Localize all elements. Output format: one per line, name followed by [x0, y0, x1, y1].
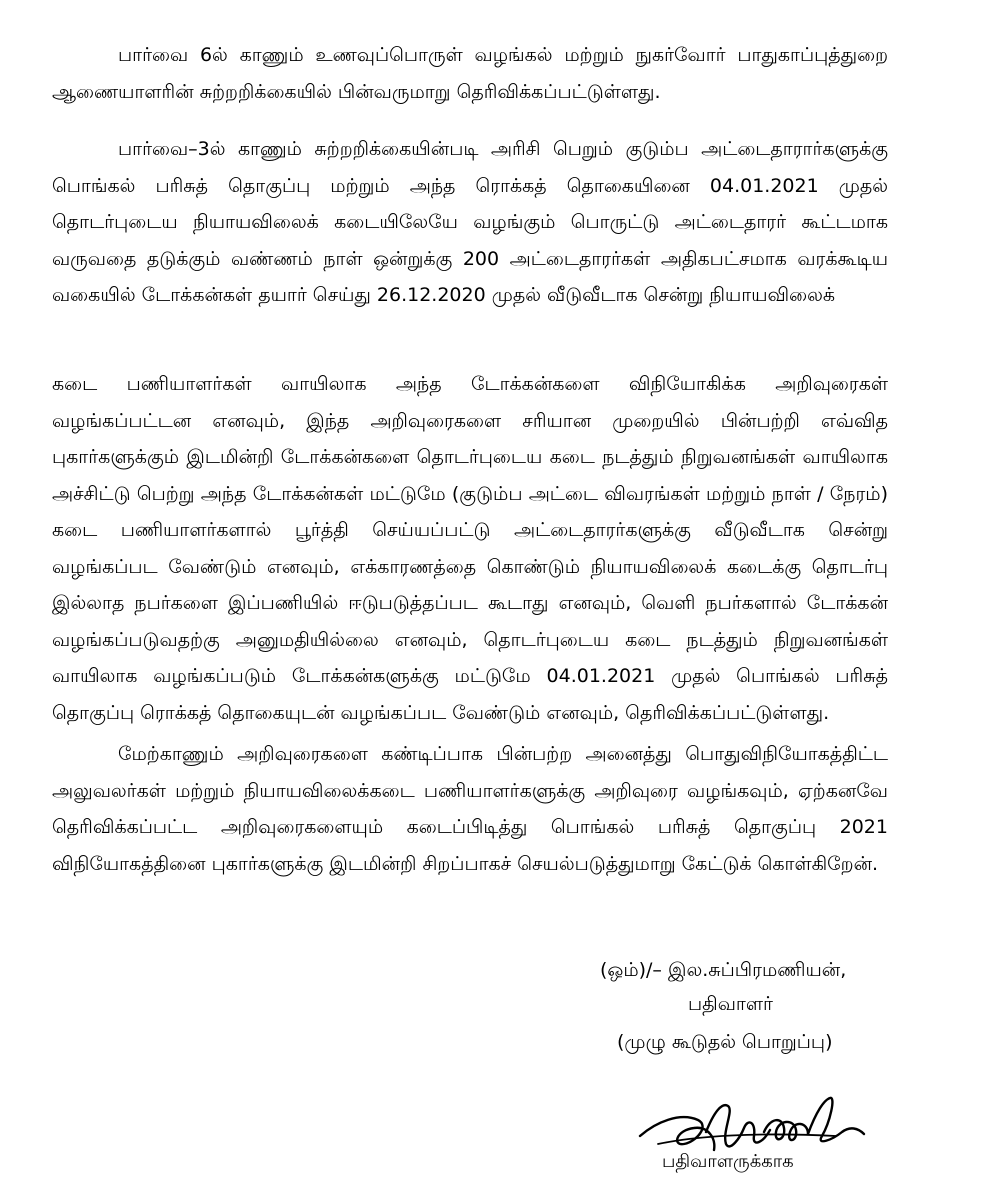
- paragraph-continuation: கடை பணியாளர்கள் வாயிலாக அந்த டோக்கன்களை விநியோகிக்க அறிவுரைகள் வழங்கப்பட்டன எனவும், இந்த அறிவுரைகளை சரியான முறையில் பின்பற்றி எவ்வித புகார்களுக்கும் இடமின்றி டோக்கன்களை தொடர்புடைய கடை நடத்தும் நிறுவனங்கள் வாயிலாக அச்சிட்டு பெற்று அந்த டோக்கன்கள் மட்டுமே (குடும்ப அட்டை விவரங்கள் மற்றும் நாள் / நேரம்) கடை பணியாளர்களால் பூர்த்தி செய்யப்பட்டு அட்டைதாரர்களுக்கு வீடுவீடாக சென்று வழங்கப்பட வேண்டும் எனவும், எக்காரணத்தை கொண்டும் நியாயவிலைக் கடைக்கு தொடர்பு இல்லாத நபர்களை இப்பணியில் ஈடுபடுத்தப்பட கூடாது எனவும், வெளி நபர்களால் டோக்கன் வழங்கப்படுவதற்கு அனுமதியில்லை எனவும், தொடர்புடைய கடை நடத்தும் நிறுவனங்கள் வாயிலாக வழங்கப்படும் டோக்கன்களுக்கு மட்டுமே 04.01.2021 முதல் பொங்கல் பரிசுத் தொகுப்பு ரொக்கத் தொகையுடன் வழங்கப்பட வேண்டும் எனவும், தெரிவிக்கப்பட்டுள்ளது.: [52, 373, 888, 724]
- paragraph-reference-6: பார்வை 6ல் காணும் உணவுப்பொருள் வழங்கல் மற்றும் நுகர்வோர் பாதுகாப்புத்துறை ஆணையாளரின் சுற்றறிக்கையில் பின்வருமாறு தெரிவிக்கப்பட்டுள்ளது.: [52, 44, 888, 103]
- paragraph-reference-3: பார்வை–3ல் காணும் சுற்றறிக்கையின்படி அரிசி பெறும் குடும்ப அட்டைதாரார்களுக்கு பொங்கல் பரிசுத் தொகுப்பு மற்றும் அந்த ரொக்கத் தொகையினை 04.01.2021 முதல் தொடர்புடைய நியாயவிலைக் கடையிலேயே வழங்கும் பொருட்டு அட்டைதாரர் கூட்டமாக வருவதை தடுக்கும் வண்ணம் நாள் ஒன்றுக்கு 200 அட்டைதாரர்கள் அதிகபட்சமாக வரக்கூடிய வகையில் டோக்கன்கள் தயார் செய்து 26.12.2020 முதல் வீடுவீடாக சென்று நியாயவிலைக்: [52, 138, 888, 306]
- on-behalf-label: பதிவாளருக்காக: [662, 1151, 794, 1172]
- signatory-designation: பதிவாளர்: [688, 993, 773, 1015]
- signatory-charge: (முழு கூடுதல் பொறுப்பு): [617, 1031, 833, 1053]
- paragraph-request: மேற்காணும் அறிவுரைகளை கண்டிப்பாக பின்பற்ற அனைத்து பொதுவிநியோகத்திட்ட அலுவலர்கள் மற்றும் நியாயவிலைக்கடை பணியாளர்களுக்கு அறிவுரை வழங்கவும், ஏற்கனவே தெரிவிக்கப்பட்ட அறிவுரைகளையும் கடைப்பிடித்து பொங்கல் பரிசுத் தொகுப்பு 2021 விநியோகத்தினை புகார்களுக்கு இடமின்றி சிறப்பாகச் செயல்படுத்துமாறு கேட்டுக் கொள்கிறேன்.: [52, 743, 888, 875]
- signatory-name: (ஒம்)/– இல.சுப்பிரமணியன்,: [600, 959, 847, 981]
